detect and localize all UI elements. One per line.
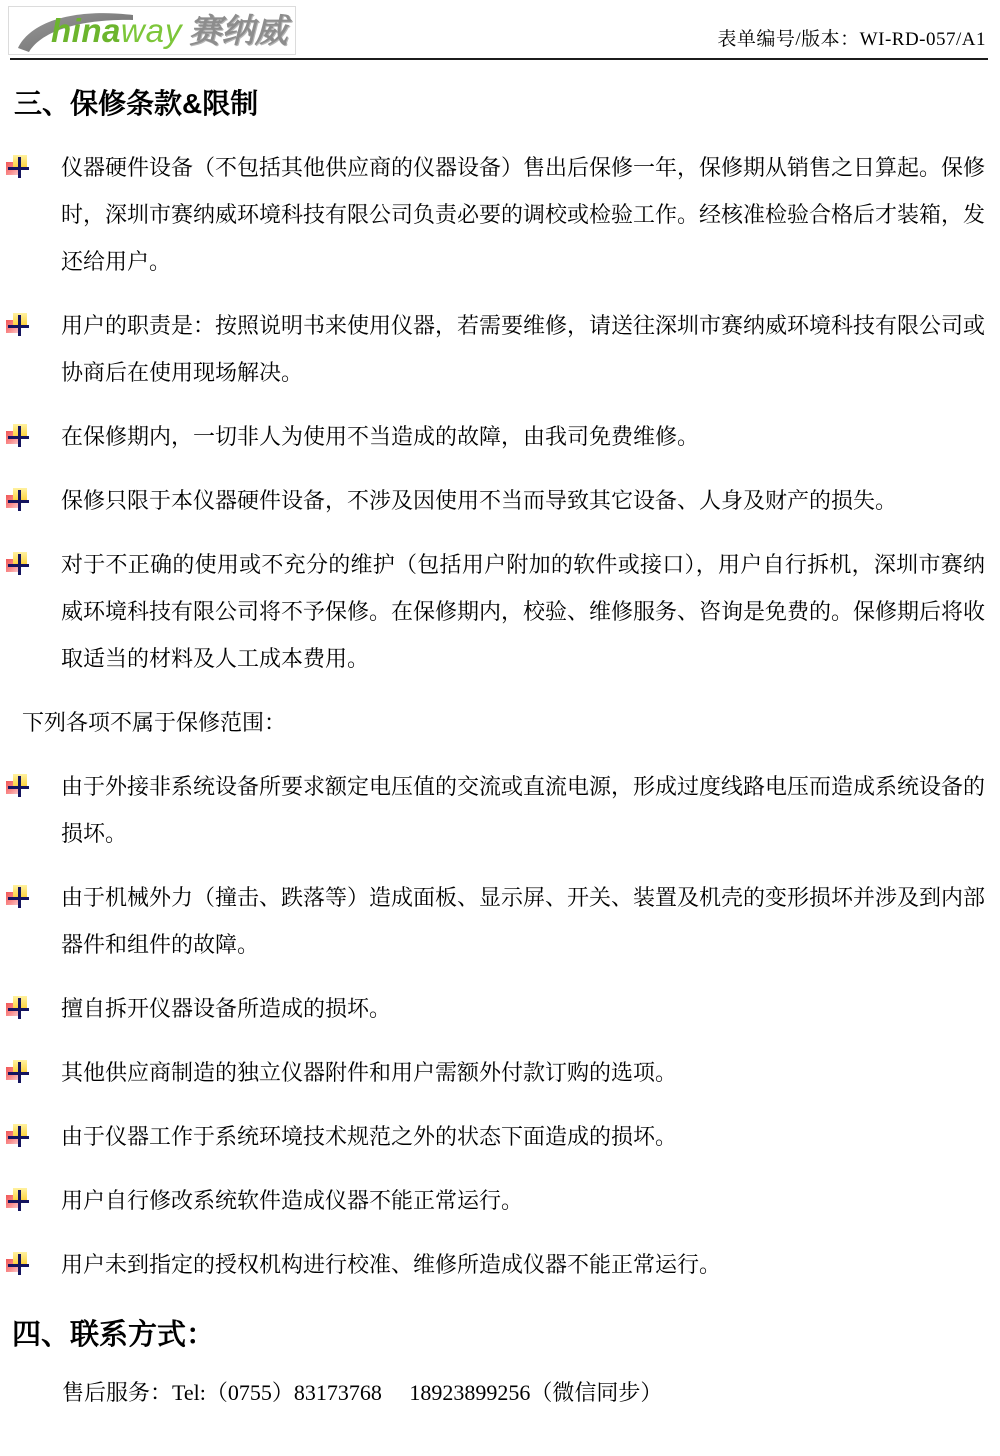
exclusion-item-text: 由于仪器工作于系统环境技术规范之外的状态下面造成的损坏。 (61, 1124, 678, 1149)
logo-chinese-name: 赛纳威 (188, 12, 288, 49)
section-title-contact: 四、联系方式： (12, 1319, 216, 1351)
exclusion-item-text: 其他供应商制造的独立仪器附件和用户需额外付款订购的选项。 (61, 1060, 678, 1085)
exclusion-item-text: 用户自行修改系统软件造成仪器不能正常运行。 (61, 1188, 524, 1213)
bullet-icon (6, 424, 30, 448)
exclusion-item (6, 1049, 985, 1096)
exclusion-item-text: 由于机械外力（撞击、跌落等）造成面板、显示屏、开关、装置及机壳的变形损坏并涉及到内部器件和组件的故障。 (61, 885, 986, 957)
warranty-item (6, 541, 985, 682)
bullet-icon (6, 1188, 30, 1212)
document-body (0, 82, 1000, 1413)
logo-way: way (120, 12, 183, 49)
logo-hina: hina (51, 12, 121, 49)
bullet-icon (6, 313, 30, 337)
warranty-item-text: 保修只限于本仪器硬件设备，不涉及因使用不当而导致其它设备、人身及财产的损失。 (61, 488, 898, 513)
logo-text (51, 11, 288, 58)
bullet-icon (6, 1060, 30, 1084)
warranty-item-text: 仪器硬件设备（不包括其他供应商的仪器设备）售出后保修一年，保修期从销售之日算起。保修时，深圳市赛纳威环境科技有限公司负责必要的调校或检验工作。经核准检验合格后才装箱，发还给用户。 (61, 155, 986, 274)
bullet-icon (6, 774, 30, 798)
bullet-icon (6, 1124, 30, 1148)
page-header (0, 0, 1000, 55)
exclusion-intro: 下列各项不属于保修范围： (22, 710, 287, 735)
exclusion-item (6, 763, 985, 857)
bullet-icon (6, 552, 30, 576)
warranty-item-text: 在保修期内，一切非人为使用不当造成的故障，由我司免费维修。 (61, 424, 700, 449)
bullet-icon (6, 488, 30, 512)
bullet-icon (6, 885, 30, 909)
bullet-icon (6, 996, 30, 1020)
exclusion-item (6, 874, 985, 968)
warranty-item-text: 对于不正确的使用或不充分的维护（包括用户附加的软件或接口），用户自行拆机，深圳市赛纳威环境科技有限公司将不予保修。在保修期内，校验、维修服务、咨询是免费的。保修期后将收取适当的材料及人工成本费用。 (61, 552, 986, 671)
exclusion-item-text: 用户未到指定的授权机构进行校准、维修所造成仪器不能正常运行。 (61, 1252, 722, 1277)
bullet-icon (6, 155, 30, 179)
header-divider (10, 58, 988, 60)
exclusion-item (6, 985, 985, 1032)
form-number: 表单编号/版本：WI-RD-057/A1 (717, 29, 986, 50)
section-title-warranty: 三、保修条款&限制 (14, 88, 259, 119)
warranty-item (6, 302, 985, 396)
warranty-item (6, 144, 985, 285)
warranty-item (6, 477, 985, 524)
exclusion-item (6, 1113, 985, 1160)
warranty-item-text: 用户的职责是：按照说明书来使用仪器，若需要维修，请送往深圳市赛纳威环境科技有限公司或协商后在使用现场解决。 (61, 313, 986, 385)
warranty-item (6, 413, 985, 460)
exclusion-item (6, 1177, 985, 1224)
bullet-icon (6, 1252, 30, 1276)
exclusion-item-text: 由于外接非系统设备所要求额定电压值的交流或直流电源，形成过度线路电压而造成系统设备的损坏。 (61, 774, 986, 846)
exclusion-item (6, 1241, 985, 1288)
exclusion-item-text: 擅自拆开仪器设备所造成的损坏。 (61, 996, 392, 1021)
company-logo (8, 6, 296, 55)
after-sales-contact: 售后服务：Tel:（0755）83173768 18923899256（微信同步） (62, 1380, 663, 1405)
